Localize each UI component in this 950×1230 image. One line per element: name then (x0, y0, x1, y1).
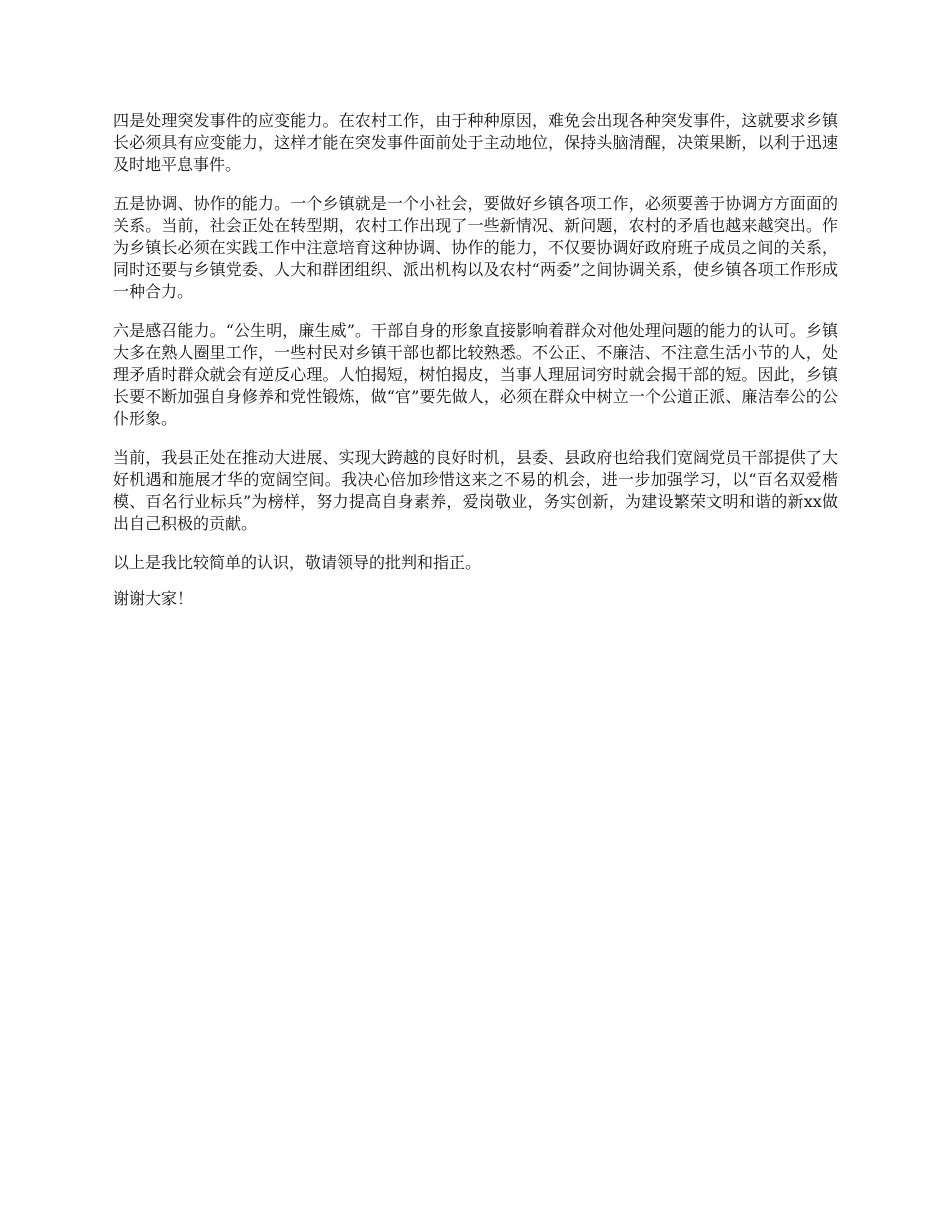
paragraph-commitment: 当前，我县正处在推动大进展、实现大跨越的良好时机，县委、县政府也给我们宽阔党员干部提供了大好机遇和施展才华的宽阔空间。我决心倍加珍惜这来之不易的机会，进一步加强学习，以“百名双爱楷模、百名行业标兵”为榜样，努力提高自身素养，爱岗敬业，务实创新，为建设繁荣文明和谐的新xx做出自己积极的贡献。 (113, 448, 838, 533)
paragraph-leadership-appeal: 六是感召能力。“公生明，廉生威”。干部自身的形象直接影响着群众对他处理问题的能力的认可。乡镇大多在熟人圈里工作，一些村民对乡镇干部也都比较熟悉。不公正、不廉洁、不注意生活小节的人，处理矛盾时群众就会有逆反心理。人怕揭短，树怕揭皮，当事人理屈词穷时就会揭干部的短。因此，乡镇长要不断加强自身修养和党性锻炼，做“官”要先做人，必须在群众中树立一个公道正派、廉洁奉公的公仆形象。 (113, 321, 838, 428)
document-body (113, 110, 838, 624)
paragraph-emergency-response: 四是处理突发事件的应变能力。在农村工作，由于种种原因，难免会出现各种突发事件，这就要求乡镇长必须具有应变能力，这样才能在突发事件面前处于主动地位，保持头脑清醒，决策果断，以利于迅速及时地平息事件。 (113, 111, 838, 174)
paragraph-closing-remark: 以上是我比较简单的认识，敬请领导的批判和指正。 (113, 553, 482, 572)
paragraph-coordination: 五是协调、协作的能力。一个乡镇就是一个小社会，要做好乡镇各项工作，必须要善于协调方方面面的关系。当前，社会正处在转型期，农村工作出现了一些新情况、新问题，农村的矛盾也越来越突出。作为乡镇长必须在实践工作中注意培育这种协调、协作的能力，不仅要协调好政府班子成员之间的关系，同时还要与乡镇党委、人大和群团组织、派出机构以及农村“两委”之间协调关系，使乡镇各项工作形成一种合力。 (113, 194, 838, 301)
paragraph-thanks: 谢谢大家！ (113, 589, 194, 608)
